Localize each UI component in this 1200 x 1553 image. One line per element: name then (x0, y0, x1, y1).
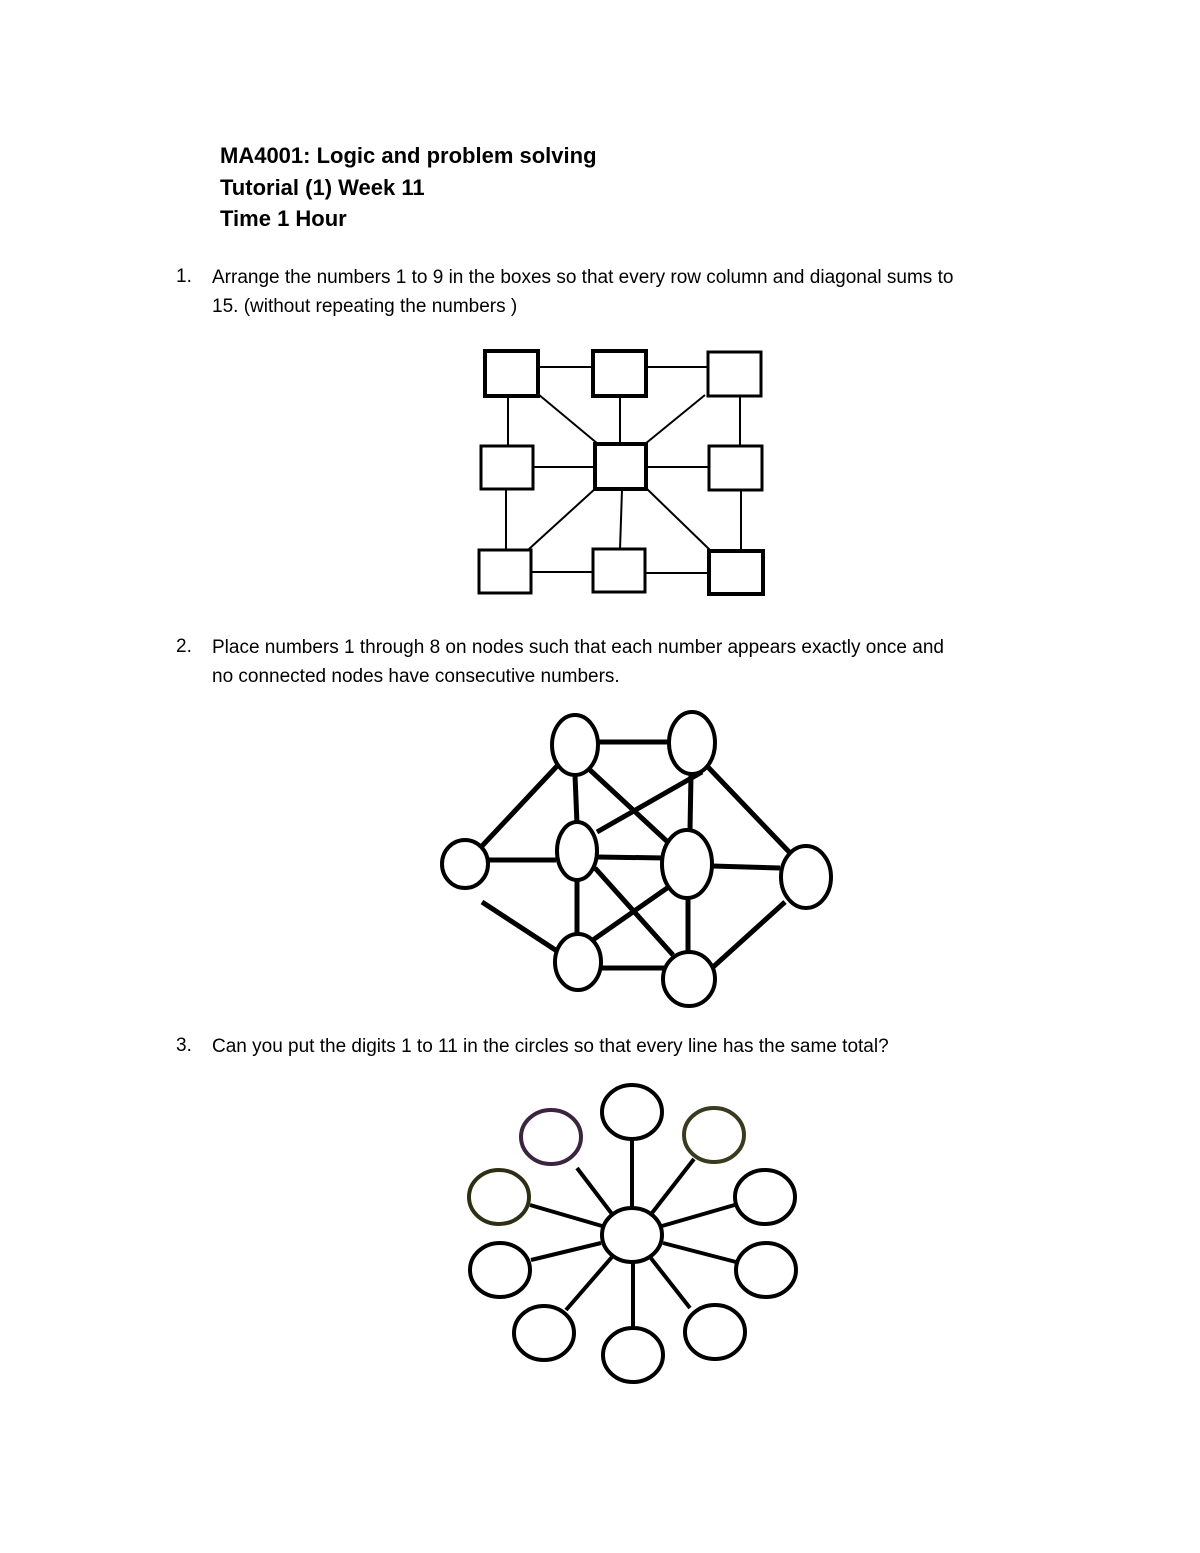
box-center (595, 444, 646, 489)
box-bottom-right (709, 551, 763, 594)
star-circle-center (602, 1208, 662, 1262)
box-middle-right (709, 446, 762, 490)
course-title: MA4001: Logic and problem solving (220, 143, 597, 168)
star-circle-lower-left (514, 1306, 574, 1360)
star-circle-right-lower (736, 1243, 796, 1297)
graph-node-top-right (669, 712, 715, 774)
box-bottom-middle (593, 549, 645, 592)
star-circle-right-upper (735, 1170, 795, 1224)
question-3-number: 3. (176, 1035, 192, 1056)
question-1-line-1: Arrange the numbers 1 to 9 in the boxes so that every row column and diagonal sums to (212, 267, 954, 288)
star-circle-upper-left (521, 1110, 581, 1164)
node-graph-edges (482, 742, 793, 968)
box-grid-diagram (479, 351, 763, 594)
star-circle-diagram (469, 1085, 796, 1382)
star-circles (469, 1085, 796, 1382)
box-middle-left (481, 446, 533, 489)
question-1-number: 1. (176, 266, 192, 287)
box-bottom-left (479, 550, 531, 593)
graph-node-bottom-left (555, 934, 601, 990)
question-2-number: 2. (176, 636, 192, 657)
star-circle-left-lower (470, 1243, 530, 1297)
box-top-middle (593, 351, 646, 396)
graph-node-inner-right (662, 830, 712, 898)
tutorial-title: Tutorial (1) Week 11 (220, 175, 425, 200)
graph-node-far-left (442, 840, 488, 888)
question-2-line-1: Place numbers 1 through 8 on nodes such that each number appears exactly once and (212, 637, 944, 658)
time-limit: Time 1 Hour (220, 206, 347, 231)
question-2-line-2: no connected nodes have consecutive numbers. (212, 666, 620, 687)
star-circle-bottom (603, 1328, 663, 1382)
graph-node-bottom-right (663, 952, 715, 1006)
graph-node-far-right (781, 846, 831, 908)
star-circle-upper-right (684, 1108, 744, 1162)
graph-node-inner-left (557, 822, 597, 880)
graph-node-top-left (552, 715, 598, 775)
box-top-left (485, 351, 538, 396)
question-3-line-1: Can you put the digits 1 to 11 in the circles so that every line has the same total? (212, 1036, 889, 1057)
star-circle-left-upper (469, 1170, 529, 1224)
star-circle-top (602, 1085, 662, 1139)
box-top-right (708, 352, 761, 396)
star-circle-lower-right (685, 1305, 745, 1359)
question-1-line-2: 15. (without repeating the numbers ) (212, 296, 518, 317)
node-graph-diagram (442, 712, 831, 1006)
